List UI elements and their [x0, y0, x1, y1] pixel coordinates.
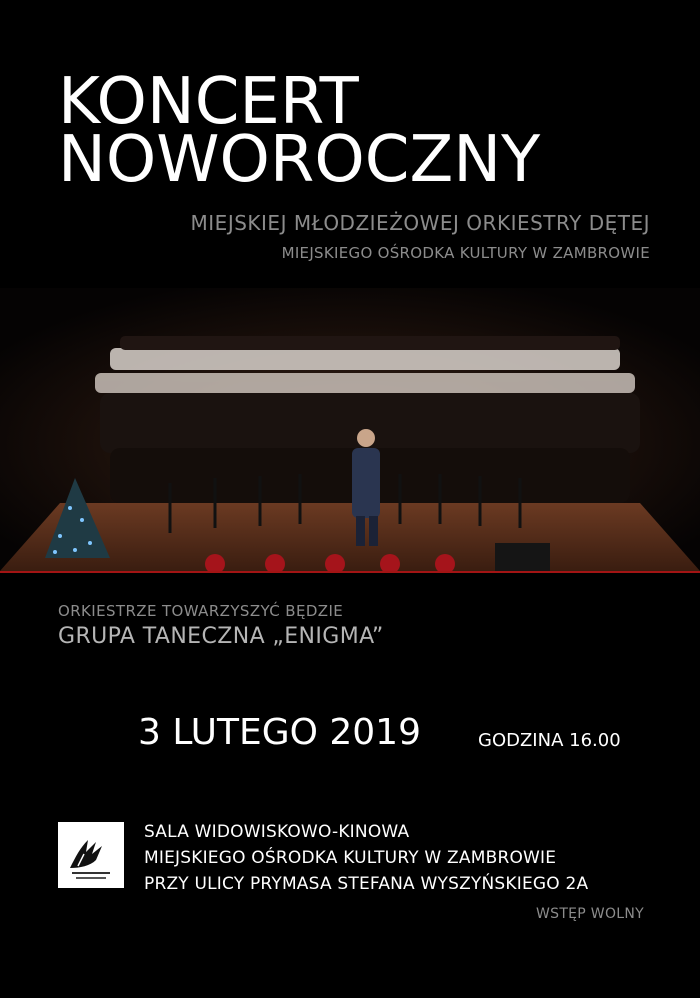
accent-divider — [0, 571, 700, 573]
dance-group-name: GRUPA TANECZNA „ENIGMA” — [58, 624, 384, 649]
orchestra-photo — [0, 288, 700, 571]
orchestra-name: MIEJSKIEJ MŁODZIEŻOWEJ ORKIESTRY DĘTEJ — [190, 211, 650, 235]
orchestra-photo-illustration — [0, 288, 700, 571]
venue-address: PRZY ULICY PRYMASA STEFANA WYSZYŃSKIEGO 2A — [144, 874, 589, 894]
venue-hall: SALA WIDOWISKOWO-KINOWA — [144, 822, 410, 842]
organizer-logo-icon — [58, 822, 124, 888]
poster-title-line-1: KONCERT — [58, 65, 359, 139]
organizer-logo-graphic — [58, 822, 124, 888]
venue-institution: MIEJSKIEGO OŚRODKA KULTURY W ZAMBROWIE — [144, 848, 557, 868]
admission-note: WSTĘP WOLNY — [535, 906, 644, 922]
event-date: 3 LUTEGO 2019 — [138, 712, 421, 753]
poster-title-line-2: NOWOROCZNY — [58, 123, 541, 197]
event-time: GODZINA 16.00 — [478, 730, 621, 751]
accompaniment-intro: ORKIESTRZE TOWARZYSZYĆ BĘDZIE — [58, 602, 344, 620]
organizer-name: MIEJSKIEGO OŚRODKA KULTURY W ZAMBROWIE — [281, 244, 650, 262]
